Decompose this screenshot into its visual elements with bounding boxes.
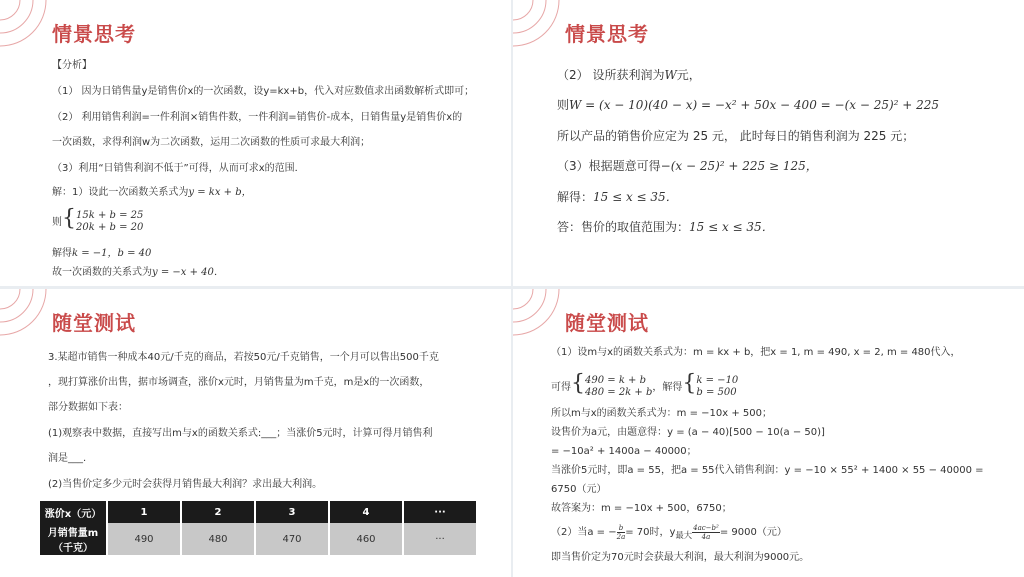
equation-2: 20k + b = 20 [76,222,144,233]
slide-title: 随堂测试 [52,311,136,335]
solution-formula: W [664,68,677,82]
fraction-numerator: b [617,524,626,533]
table-cell: 2 [181,501,255,523]
solution-line-1 [52,183,252,198]
answer-line-3: 所以m与x的函数关系式为：m = −10x + 500； [551,408,772,419]
table-row [40,501,477,523]
solution-formula: k = −1，b = 40 [72,248,152,259]
subscript-label: 最大 [675,530,693,540]
answer-line-10: 即当售价定为70元时会获最大利润，最大利润为9000元。 [551,552,810,563]
fraction-denominator: 4a [701,532,711,541]
equation-2: b = 500 [696,387,737,398]
table-cell: ··· [403,501,477,523]
analysis-line-3: 一次函数，求得利润w为二次函数，运用二次函数的性质可求最大利润； [52,137,371,148]
fraction-denominator: 2a [616,532,626,541]
slide-1[interactable] [0,0,511,286]
brace-icon: { [682,371,697,396]
solution-text: （2）当a = − [551,527,617,538]
table-cell: 460 [329,523,403,555]
equation-1: k = −10 [696,375,739,386]
answer-line-1: （1）设m与x的函数关系式为：m = kx + b，把x = 1, m = 490, x = 2, m = 480代入， [551,347,961,358]
solution-text: 解得 [52,248,72,259]
corner-arcs-decoration [513,0,573,60]
slide-title: 情景思考 [565,22,649,46]
answer-line-7: 6750（元） [551,484,607,495]
slide-2[interactable] [513,0,1024,286]
fraction-numerator: 4ac−b² [693,523,719,532]
slide-4[interactable] [513,289,1024,577]
profit-line-3: 所以产品的销售价应定为 25 元， 此时每日的销售利润为 225 元； [557,129,915,143]
data-table [40,501,478,555]
question-line-5: 润是___. [48,453,87,464]
table-header-cell: 月销售量m（千克） [40,523,107,555]
solution-formula: y = −x + 40． [152,267,224,278]
answer-line-9 [551,523,787,541]
solution-text: 解得： [557,190,594,204]
table-cell: ··· [403,523,477,555]
equation-2: 480 = 2k + b [585,387,653,398]
solution-text: 可得 [551,382,571,393]
table-cell: 490 [107,523,181,555]
profit-line-1 [557,66,701,83]
table-cell: 480 [181,523,255,555]
slide-title: 随堂测试 [565,311,649,335]
solution-formula: W = (x − 10)(40 − x) = −x² + 50x − 400 = −(x − 25)² + 225 [569,98,940,112]
solution-text: 则 [557,98,570,112]
fraction [692,524,720,541]
profit-line-2 [557,96,939,113]
table-cell: 1 [107,501,181,523]
corner-arcs-decoration [0,289,60,349]
question-line-3: 部分数据如下表： [48,402,128,413]
brace-icon: { [571,371,585,396]
table-header-cell: 涨价x（元） [40,501,107,523]
answer-system [551,373,738,399]
analysis-line-1: （1） 因为日销售量y是销售价x的一次函数，设y=kx+b，代入对应数值求出函数解析式即可； [52,86,475,97]
question-line-2: ，现打算涨价出售，据市场调查，涨价x元时，月销售量为m千克，m是x的一次函数， [48,377,430,388]
answer-line-5: = −10a² + 1400a − 40000； [551,446,697,457]
analysis-label: 【分析】 [52,60,92,71]
table-cell: 470 [255,523,329,555]
answer-line-8: 故答案为：m = −10x + 500，6750； [551,503,732,514]
solution-text: 元， [676,68,701,82]
equation-1: 490 = k + b [585,375,647,386]
solution-formula: −(x − 25)² + 225 ≥ 125， [660,159,818,173]
brace-icon: { [62,206,76,231]
equation-1: 15k + b = 25 [76,210,144,221]
solution-text: 答：售价的取值范围为： [557,220,690,234]
solution-line-4 [52,263,224,278]
question-line-6: (2)当售价定多少元时会获得月销售最大利润？求出最大利润。 [48,479,323,490]
profit-line-4 [557,157,818,174]
profit-line-5 [557,188,678,205]
answer-line-6: 当涨价5元时，即a = 55，把a = 55代入销售利润：y = −10 × 55² + 1400 × 55 − 40000 = [551,465,984,476]
profit-line-6 [557,218,774,235]
question-line-1: 3.某超市销售一种成本40元/千克的商品，若按50元/千克销售，一个月可以售出500千克 [48,352,439,363]
solution-formula: 15 ≤ x ≤ 35． [689,220,774,234]
table-cell: 4 [329,501,403,523]
fraction [617,524,626,541]
solution-text: 解：1）设此一次函数关系式为 [52,187,189,198]
question-line-4: (1)观察表中数据，直接写出m与x的函数关系式:___；当涨价5元时，计算可得月销售利 [48,428,433,439]
solution-text: （3）根据题意可得 [557,159,661,173]
system-prefix: 则 [52,217,62,228]
answer-line-4: 设售价为a元，由题意得：y = (a − 40)[500 − 10(a − 50)] [551,427,825,438]
slide-3[interactable] [0,289,511,577]
slide-title: 情景思考 [52,22,136,46]
solution-text: 故一次函数的关系式为 [52,267,152,278]
analysis-line-4: （3）利用“日销售利润不低于”可得，从而可求x的范围． [52,163,305,174]
solution-formula: y = kx + b， [188,187,252,198]
corner-arcs-decoration [0,0,60,60]
solution-text: ，解得 [652,382,683,393]
table-cell: 3 [255,501,329,523]
solution-text: = 70时，y [625,527,676,538]
solution-text: （2） 设所获利润为 [557,68,665,82]
solution-formula: 15 ≤ x ≤ 35． [593,190,678,204]
equation-system [52,208,143,234]
corner-arcs-decoration [513,289,573,349]
table-row [40,523,477,555]
solution-text: = 9000（元） [719,527,787,538]
analysis-line-2: （2） 利用销售利润=一件利润×销售件数，一件利润=销售价-成本，日销售量y是销售价x的 [52,112,463,123]
solution-line-3 [52,244,151,259]
